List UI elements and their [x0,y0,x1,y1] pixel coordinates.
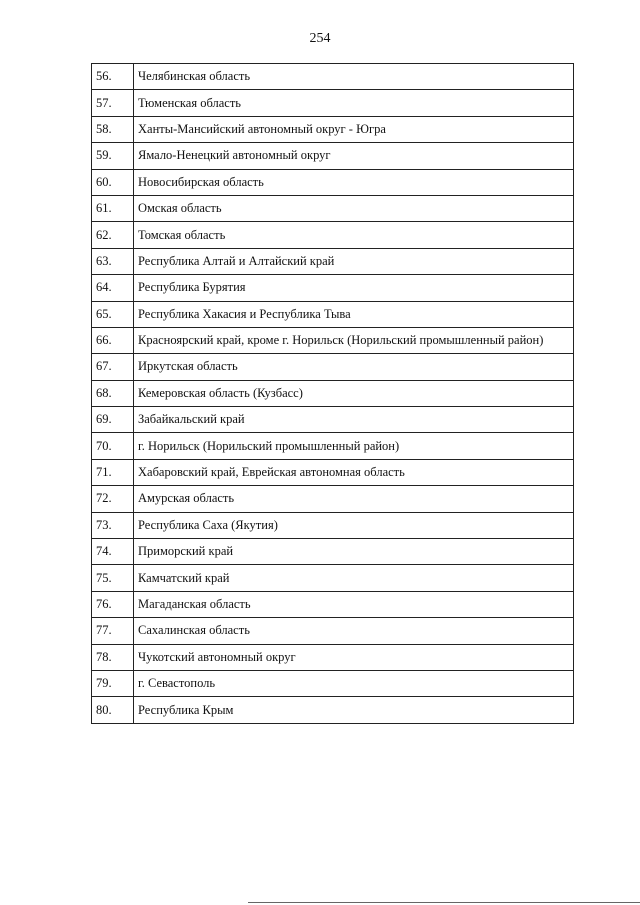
row-number: 62. [92,222,134,248]
region-name: Хабаровский край, Еврейская автономная область [134,459,574,485]
table-row [92,354,574,380]
region-name: Челябинская область [134,64,574,90]
region-name: Новосибирская область [134,169,574,195]
region-name: Республика Бурятия [134,275,574,301]
region-name: Чукотский автономный округ [134,644,574,670]
table-row [92,433,574,459]
row-number: 72. [92,486,134,512]
page-number: 254 [309,31,331,46]
region-name: Тюменская область [134,90,574,116]
region-name: Иркутская область [134,354,574,380]
row-number: 59. [92,143,134,169]
table-row [92,486,574,512]
region-name: Республика Хакасия и Республика Тыва [134,301,574,327]
table-row [92,195,574,221]
table-row [92,222,574,248]
table-row [92,275,574,301]
region-name: Республика Саха (Якутия) [134,512,574,538]
table-row [92,248,574,274]
region-name: Томская область [134,222,574,248]
region-name: Приморский край [134,539,574,565]
row-number: 71. [92,459,134,485]
row-number: 74. [92,539,134,565]
page-bottom-rule [248,902,640,903]
row-number: 78. [92,644,134,670]
row-number: 66. [92,327,134,353]
table-row [92,301,574,327]
row-number: 69. [92,407,134,433]
row-number: 64. [92,275,134,301]
table-row [92,459,574,485]
table-row [92,539,574,565]
table-row [92,407,574,433]
row-number: 73. [92,512,134,538]
row-number: 58. [92,116,134,142]
table-row [92,90,574,116]
row-number: 56. [92,64,134,90]
row-number: 75. [92,565,134,591]
table-row [92,64,574,90]
region-name: г. Норильск (Норильский промышленный район) [134,433,574,459]
table-row [92,565,574,591]
row-number: 77. [92,618,134,644]
table-row [92,644,574,670]
region-name: Сахалинская область [134,618,574,644]
region-name: Ямало-Ненецкий автономный округ [134,143,574,169]
region-name: Магаданская область [134,591,574,617]
region-name: Республика Алтай и Алтайский край [134,248,574,274]
region-name: Ханты-Мансийский автономный округ - Югра [134,116,574,142]
region-name: Республика Крым [134,697,574,723]
region-name: Камчатский край [134,565,574,591]
row-number: 57. [92,90,134,116]
region-name: Амурская область [134,486,574,512]
table-row [92,169,574,195]
region-name: Красноярский край, кроме г. Норильск (Норильский промышленный район) [134,327,574,353]
table-row [92,618,574,644]
regions-table-body [92,64,574,724]
table-row [92,143,574,169]
table-row [92,591,574,617]
table-row [92,697,574,723]
row-number: 60. [92,169,134,195]
row-number: 65. [92,301,134,327]
region-name: Забайкальский край [134,407,574,433]
row-number: 80. [92,697,134,723]
row-number: 61. [92,195,134,221]
table-row [92,670,574,696]
row-number: 79. [92,670,134,696]
row-number: 63. [92,248,134,274]
row-number: 67. [92,354,134,380]
row-number: 76. [92,591,134,617]
region-name: Омская область [134,195,574,221]
table-row [92,327,574,353]
row-number: 68. [92,380,134,406]
regions-table [91,63,574,724]
region-name: г. Севастополь [134,670,574,696]
table-row [92,380,574,406]
row-number: 70. [92,433,134,459]
table-row [92,116,574,142]
region-name: Кемеровская область (Кузбасс) [134,380,574,406]
table-row [92,512,574,538]
